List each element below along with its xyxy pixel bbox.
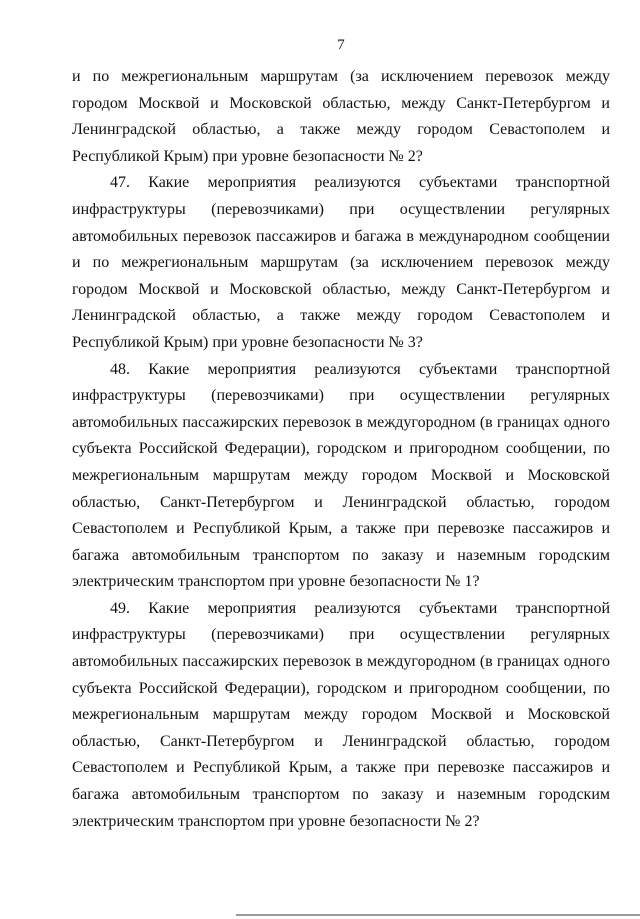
- paragraph-48: 48. Какие мероприятия реализуются субъектами транспортной инфраструктуры (перевозчиками) при осуществлении регулярных автомобильных пассажирских перевозок в междугородном (в границах одного субъекта Российской Федерации), городском и пригородном сообщении, по межрегиональным маршрутам между городом Москвой и Московской областью, Санкт-Петербургом и Ленинградской областью, городом Севастополем и Республикой Крым, а также при перевозке пассажиров и багажа автомобильным транспортом по заказу и наземным городским электрическим транспортом при уровне безопасности № 1?: [72, 360, 610, 591]
- document-body: [72, 64, 610, 835]
- paragraph-47: 47. Какие мероприятия реализуются субъектами транспортной инфраструктуры (перевозчиками) при осуществлении регулярных автомобильных перевозок пассажиров и багажа в международном сообщении и по межрегиональным маршрутам (за исключением перевозок между городом Москвой и Московской областью, между Санкт-Петербургом и Ленинградской областью, а также между городом Севастополем и Республикой Крым) при уровне безопасности № 3?: [72, 174, 610, 351]
- paragraph-49: 49. Какие мероприятия реализуются субъектами транспортной инфраструктуры (перевозчиками) при осуществлении регулярных автомобильных пассажирских перевозок в междугородном (в границах одного субъекта Российской Федерации), городском и пригородном сообщении, по межрегиональным маршрутам между городом Москвой и Московской областью, Санкт-Петербургом и Ленинградской областью, городом Севастополем и Республикой Крым, а также при перевозке пассажиров и багажа автомобильным транспортом по заказу и наземным городским электрическим транспортом при уровне безопасности № 2?: [72, 599, 610, 830]
- page-number: 7: [337, 37, 345, 53]
- paragraph-46-continued: и по межрегиональным маршрутам (за исключением перевозок между городом Москвой и Московской областью, между Санкт-Петербургом и Ленинградской областью, а также между городом Севастополем и Республикой Крым) при уровне безопасности № 2?: [72, 68, 610, 165]
- page-bottom-rule: [236, 914, 640, 916]
